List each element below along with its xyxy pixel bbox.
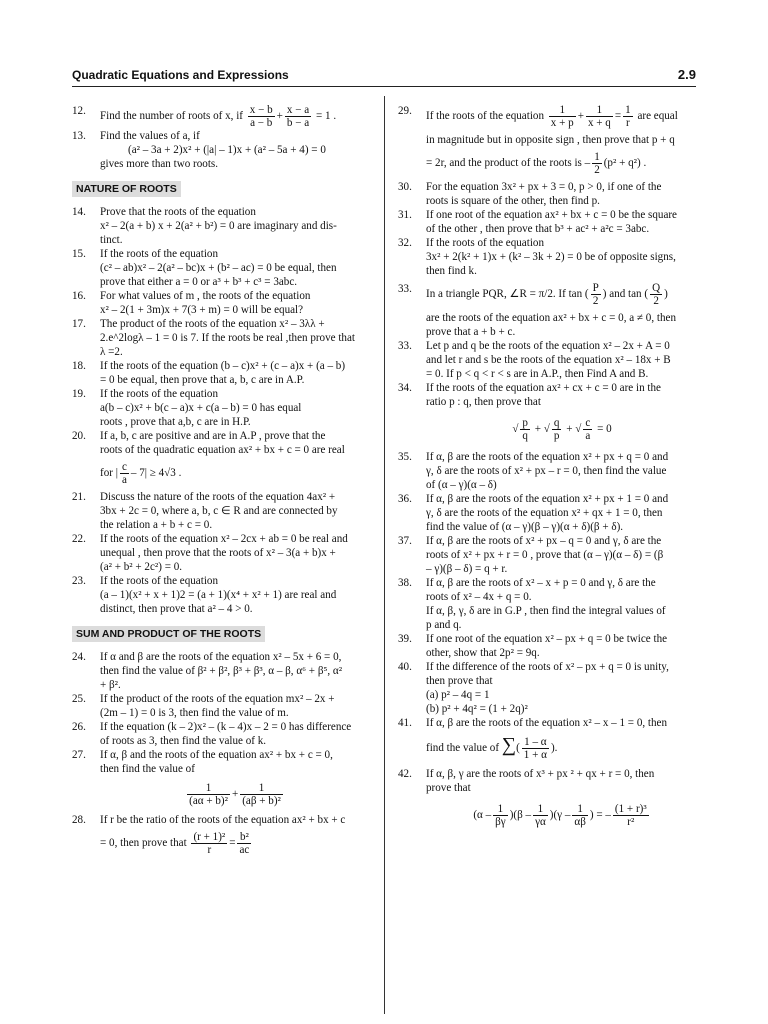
fraction: $\frac{p}{q}$ [522,417,528,442]
question-17: 17. The product of the roots of the equation x² – 3λλ + 2.e^2logλ – 1 = 0 is 7. If the roots be real ,then prove that λ =2. [72,318,355,358]
question-35: 35. If α, β are the roots of the equation x² + px + q = 0 and γ, δ are the roots of x² + px – r = 0, then find the value of (α – γ)(α – δ) [398,451,669,491]
question-14: 14. Prove that the roots of the equation x² – 2(a + b) x + 2(a² + b²) = 0 are imaginary and dis- tinct. [72,206,337,246]
question-22: 22. If the roots of the equation x² – 2cx + ab = 0 be real and unequal , then prove that the roots of x² – 3(a + b)x + (a² + b² + 2c²) = 0. [72,533,348,573]
fraction: $\frac{P}{2}$ [592,282,599,307]
fraction: $\frac{1}{\text{(aα + b)²}}$ [189,782,228,807]
right-column [398,104,698,834]
question-33-triangle: 33. In a triangle PQR, ∠R = π/2. If tan ( $\frac{P}{2}$ ) and tan ( $\frac{Q}{2}$ ) are the roots of the equation ax² + bx + c = 0, a ≠ 0, then prove that a + b + c. [398,282,676,338]
fraction: $\frac{1}{x + q}$ [587,104,611,129]
question-20: 20. If a, b, c are positive and are in A.P , prove that the roots of the quadratic equation ax² + bx + c = 0 are real for | $\frac{c}{a}$ – 7| ≥ 4√3 . [72,430,345,486]
fraction: $\frac{\text{b²}}{ac}$ [239,831,250,856]
fraction: $\frac{x - b}{a - b}$ [249,104,273,129]
header-rule [72,86,696,87]
question-23: 23. If the roots of the equation (a – 1)(x² + x + 1)2 = (a + 1)(x⁴ + x² + 1) are real and distinct, then prove that a² – 4 > 0. [72,575,337,615]
question-32: 32. If the roots of the equation 3x² + 2(k² + 1)x + (k² – 3k + 2) = 0 be of opposite signs, then find k. [398,237,676,277]
question-16: 16. For what values of m , the roots of the equation x² – 2(1 + 3m)x + 7(3 + m) = 0 will be equal? [72,290,311,316]
question-21: 21. Discuss the nature of the roots of the equation 4ax² + 3bx + 2c = 0, where a, b, c ∈ R and are connected by the relation a + b + c = 0. [72,491,338,531]
question-15: 15. If the roots of the equation (c² – ab)x² – 2(a² – bc)x + (b² – ac) = 0 be equal, then prove that either a = 0 or a³ + b³ + c³ = 3abc. [72,248,337,288]
fraction: $\frac{Q}{2}$ [652,282,661,307]
question-25: 25. If the product of the roots of the equation mx² – 2x + (2m – 1) = 0 is 3, then find the value of m. [72,693,335,719]
fraction: $\frac{c}{a}$ [121,461,127,486]
fraction: $\frac{\text{(r + 1)²}}{r}$ [193,831,226,856]
question-19: 19. If the roots of the equation a(b – c)x² + b(c – a)x + c(a – b) = 0 has equal roots , prove that a,b, c are in H.P. [72,388,302,428]
fraction: $\frac{1}{x + p}$ [550,104,574,129]
question-34: 34. If the roots of the equation ax² + cx + c = 0 are in the ratio p : q, then prove that √ $\frac{p}{q}$ + √ $\frac{q}{p}$ + √ $\frac{c}{a}$ = 0 [398,382,661,442]
question-29: 29. If the roots of the equation $\frac{1}{x + p}$ + $\frac{1}{x + q}$ = $\frac{1}{r}$ are equal in magnitude but in opposite sign , then prove that p + q = 2r, and the product of the roots is – $\frac{1}{2}$ (p² + q²) . [398,104,678,176]
question-37: 37. If α, β are the roots of x² + px – q = 0 and γ, δ are the roots of x² + px + r = 0 , prove that (α – γ)(α – δ) = (β – γ)(β – δ) = q + r. [398,535,664,575]
question-42: 42. If α, β, γ are the roots of x³ + px ² + qx + r = 0, then prove that (α – $\frac{1}{\beta\gamma}$ )(β – $\frac{1}{\gamma\alpha}$ )(γ – $\frac{1}{\alpha\beta}$ ) = – $\frac{\text{(1 + r)³}}{\text{r²}}$ [398,768,655,828]
question-30: 30. For the equation 3x² + px + 3 = 0, p > 0, if one of the roots is square of the other, then find p. [398,181,662,207]
question-31: 31. If one root of the equation ax² + bx + c = 0 be the square of the other , then prove that b³ + ac² + a²c = 3abc. [398,209,677,235]
question-13: 13. Find the values of a, if (a² – 3a + 2)x² + (|a| – 1)x + (a² – 5a + 4) = 0 gives more than two roots. [72,130,326,170]
fraction: $\frac{1}{\text{(aβ + b)²}}$ [242,782,281,807]
fraction: $\frac{c}{a}$ [585,417,591,442]
question-36: 36. If α, β are the roots of the equation x² + px + 1 = 0 and γ, δ are the roots of the equation x² + qx + 1 = 0, then find the value of (α – γ)(β – γ)(α + δ)(β + δ). [398,493,669,533]
question-28: 28. If r be the ratio of the roots of the equation ax² + bx + c = 0, then prove that $\frac{\text{(r + 1)²}}{r}$ = $\frac{\text{b²}}{ac}$ [72,814,346,856]
question-41: 41. If α, β are the roots of the equation x² – x – 1 = 0, then find the value of ∑( $\frac{1 - \alpha}{1 + \alpha}$ ). [398,717,668,761]
question-33-ap: 33. Let p and q be the roots of the equation x² – 2x + A = 0 and let r and s be the roots of the equation x² – 18x + B = 0. If p < q < r < s are in A.P., then Find A and B. [398,340,671,380]
fraction: $\frac{1}{2}$ [594,151,600,176]
page-number: 2.9 [677,67,696,82]
question-26: 26. If the equation (k – 2)x² – (k – 4)x – 2 = 0 has difference of roots as 3, then find the value of k. [72,721,352,747]
running-header-title: Quadratic Equations and Expressions [72,68,289,82]
fraction: $\frac{1 - \alpha}{1 + \alpha}$ [523,736,547,761]
question-18: 18. If the roots of the equation (b – c)x² + (c – a)x + (a – b) = 0 be equal, then prove that a, b, c are in A.P. [72,360,346,386]
question-39: 39. If one root of the equation x² – px + q = 0 be twice the other, show that 2p² = 9q. [398,633,668,659]
column-divider [384,96,385,1014]
question-12: 12. Find the number of roots of x, if $\frac{x - b}{a - b}$ + $\frac{x - a}{b - a}$ = 1 . [72,104,337,129]
section-heading-sum-product: SUM AND PRODUCT OF THE ROOTS [72,626,265,642]
question-40: 40. If the difference of the roots of x² – px + q = 0 is unity, then prove that (a) p² – 4q = 1 (b) p² + 4q² = (1 + 2q)² [398,661,669,715]
question-27: 27. If α, β and the roots of the equation ax² + bx + c = 0, then find the value of $\frac{1}{\text{(aα + b)²}}$ + $\frac{1}{\text{(aβ + b)²}}$ [72,749,333,807]
fraction: $\frac{x - a}{b - a}$ [286,104,310,129]
fraction: $\frac{q}{p}$ [553,417,560,442]
question-24: 24. If α and β are the roots of the equation x² – 5x + 6 = 0, then find the value of β² + β², β³ + β³, α – β, α⁶ + β⁵, α² + β². [72,651,343,691]
left-column [72,104,370,856]
fraction: $\frac{1}{r}$ [625,104,631,129]
section-heading-nature: NATURE OF ROOTS [72,181,181,197]
question-38: 38. If α, β are the roots of x² – x + p = 0 and γ, δ are the roots of x² – 4x + q = 0. If α, β, γ, δ are in G.P , then find the integral values of p and q. [398,577,666,631]
